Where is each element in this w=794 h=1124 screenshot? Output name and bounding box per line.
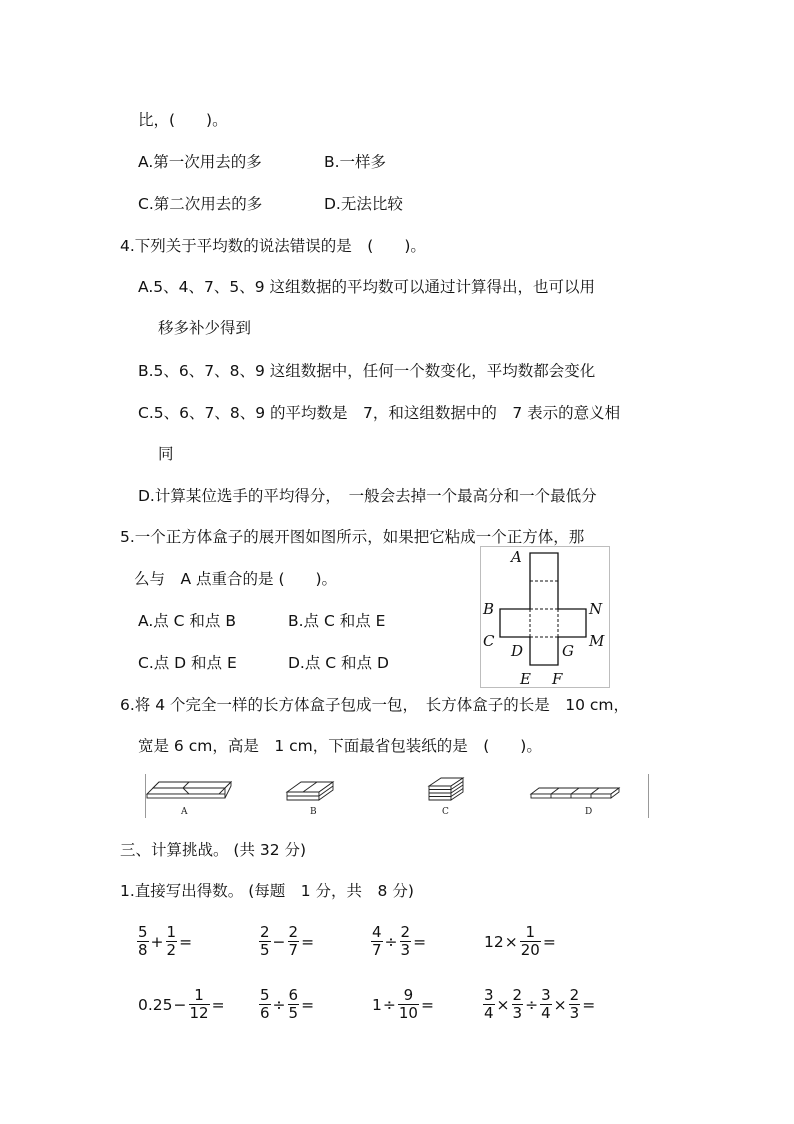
q5-option-a[interactable]: A.点 C 和点 B <box>138 612 236 630</box>
point-label-f: F <box>552 670 563 688</box>
fraction: $\frac{1}{20}$ <box>520 923 540 959</box>
operator: − <box>173 995 187 1014</box>
q5-option-c[interactable]: C.点 D 和点 E <box>138 654 237 672</box>
option-d-boxes-row-4 <box>531 788 619 798</box>
cube-net-figure <box>480 546 610 688</box>
calc-expression-1 <box>136 925 193 958</box>
operator: ÷ <box>384 932 398 951</box>
equals-sign: = <box>542 932 556 951</box>
equals-sign: = <box>420 995 434 1014</box>
calc-expression-2 <box>258 925 315 958</box>
fraction: $\frac{6}{5}$ <box>288 986 299 1022</box>
fraction: $\frac{1}{12}$ <box>189 986 209 1022</box>
q3-option-d[interactable]: D.无法比较 <box>324 195 403 213</box>
operator: + <box>150 932 164 951</box>
fraction: $\frac{2}{7}$ <box>288 923 299 959</box>
section-3-title: 三、计算挑战。 (共 32 分) <box>120 841 307 859</box>
operator: ÷ <box>382 995 396 1014</box>
fraction: $\frac{2}{3}$ <box>569 986 580 1022</box>
q4-option-c-line2: 同 <box>158 445 174 463</box>
option-b-boxes-stacked-2 <box>287 782 333 800</box>
q4-stem: 4.下列关于平均数的说法错误的是 ( )。 <box>120 237 426 255</box>
q4-option-a-line2: 移多补少得到 <box>158 319 252 337</box>
fraction: $\frac{3}{4}$ <box>484 986 494 1022</box>
point-label-e: E <box>520 670 531 688</box>
operator: ÷ <box>525 995 539 1014</box>
equals-sign: = <box>211 995 225 1014</box>
q4-option-b[interactable]: B.5、6、7、8、9 这组数据中，任何一个数变化，平均数都会变化 <box>138 362 596 380</box>
q3-option-b[interactable]: B.一样多 <box>324 153 387 171</box>
fraction: $\frac{5}{8}$ <box>138 923 148 959</box>
fraction: $\frac{4}{7}$ <box>372 923 382 959</box>
calc-expression-5 <box>138 988 226 1021</box>
calc-expression-4 <box>484 925 557 958</box>
fraction: $\frac{2}{5}$ <box>260 923 270 959</box>
whole-number: 0.25 <box>138 995 173 1014</box>
q6-stem-line2: 宽是 6 cm，高是 1 cm，下面最省包装纸的是 ( )。 <box>138 737 542 755</box>
operator: × <box>496 995 510 1014</box>
q3-option-c[interactable]: C.第二次用去的多 <box>138 195 263 213</box>
choice-label-b: B <box>310 807 317 817</box>
point-label-d: D <box>511 642 524 660</box>
q5-option-b[interactable]: B.点 C 和点 E <box>288 612 386 630</box>
q3-option-a[interactable]: A.第一次用去的多 <box>138 153 262 171</box>
equals-sign: = <box>179 932 193 951</box>
section-3-q1-title: 1.直接写出得数。 (每题 1 分，共 8 分) <box>120 882 414 900</box>
choice-label-a: A <box>181 807 188 817</box>
operator: × <box>553 995 567 1014</box>
calc-expression-6 <box>258 988 315 1021</box>
point-label-g: G <box>562 642 574 660</box>
q4-option-c-line1[interactable]: C.5、6、7、8、9 的平均数是 7，和这组数据中的 7 表示的意义相 <box>138 404 621 422</box>
fraction: $\frac{3}{4}$ <box>541 986 551 1022</box>
fraction: $\frac{2}{3}$ <box>400 923 411 959</box>
whole-number: 12 <box>484 932 504 951</box>
fraction: $\frac{5}{6}$ <box>260 986 270 1022</box>
calc-expression-8 <box>482 988 596 1021</box>
q4-option-d[interactable]: D.计算某位选手的平均得分， 一般会去掉一个最高分和一个最低分 <box>138 487 597 505</box>
whole-number: 1 <box>372 995 382 1014</box>
equals-sign: = <box>301 932 315 951</box>
choice-label-d: D <box>585 807 593 817</box>
point-label-b: B <box>483 600 495 618</box>
operator: − <box>272 932 286 951</box>
calc-expression-3 <box>370 925 427 958</box>
q3-stem-end: 比，( )。 <box>138 111 228 129</box>
cube-net-folds <box>530 581 558 637</box>
q5-option-d[interactable]: D.点 C 和点 D <box>288 654 389 672</box>
q5-stem-line2: 么与 A 点重合的是 ( )。 <box>134 570 338 588</box>
q6-stem-line1: 6.将 4 个完全一样的长方体盒子包成一包， 长方体盒子的长是 10 cm， <box>120 696 630 714</box>
point-label-n: N <box>589 600 603 618</box>
equals-sign: = <box>301 995 315 1014</box>
choice-label-c: C <box>442 807 449 817</box>
operator: × <box>504 932 518 951</box>
q5-stem-line1: 5.一个正方体盒子的展开图如图所示，如果把它粘成一个正方体，那 <box>120 528 585 546</box>
equals-sign: = <box>413 932 427 951</box>
point-label-c: C <box>483 632 495 650</box>
fraction: $\frac{1}{2}$ <box>166 923 177 959</box>
calc-expression-7 <box>372 988 435 1021</box>
point-label-a: A <box>511 548 522 566</box>
packaging-options-figure <box>145 774 649 818</box>
point-label-m: M <box>589 632 605 650</box>
q4-option-a-line1[interactable]: A.5、4、7、5、9 这组数据的平均数可以通过计算得出，也可以用 <box>138 278 595 296</box>
equals-sign: = <box>582 995 596 1014</box>
operator: ÷ <box>272 995 286 1014</box>
fraction: $\frac{2}{3}$ <box>512 986 523 1022</box>
option-c-boxes-stacked-4 <box>429 778 463 800</box>
option-a-boxes-2x2 <box>147 782 231 798</box>
fraction: $\frac{9}{10}$ <box>398 986 418 1022</box>
